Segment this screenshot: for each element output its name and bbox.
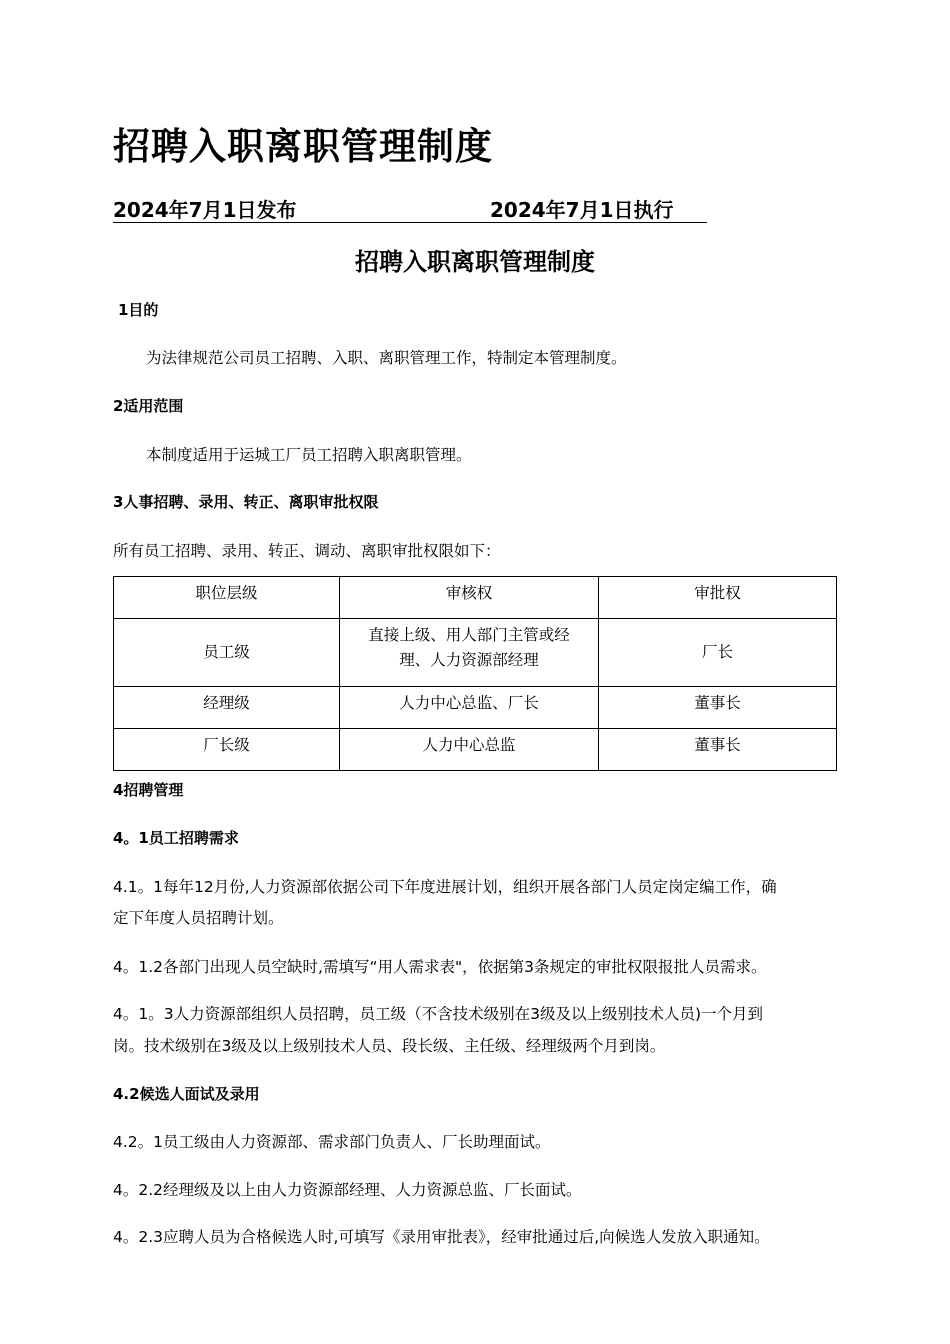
publish-date: 2024年7月1日发布 (113, 198, 297, 222)
section-4-heading: 4招聘管理 (113, 781, 184, 799)
table-row (114, 619, 837, 687)
table-cell: 董事长 (599, 729, 837, 771)
table-header-cell: 审批权 (599, 577, 837, 619)
table-row (114, 687, 837, 729)
date-line (113, 194, 707, 223)
paragraph-4-1-2: 4。1.2各部门出现人员空缺时,需填写“用人需求表"，依据第3条规定的审批权限报批人员需求。 (113, 958, 767, 976)
section-3-heading: 3人事招聘、录用、转正、离职审批权限 (113, 493, 379, 511)
table-cell: 人力中心总监、厂长 (340, 687, 599, 729)
paragraph-4-1-1-line1: 4.1。1每年12月份,人力资源部依据公司下年度进展计划，组织开展各部门人员定岗定编工作，确 (113, 878, 777, 896)
cell-line: 直接上级、用人部门主管或经 (368, 626, 570, 644)
table-cell: 董事长 (599, 687, 837, 729)
document-subtitle: 招聘入职离职管理制度 (355, 248, 595, 276)
paragraph-4-2-1: 4.2。1员工级由人力资源部、需求部门负责人、厂长助理面试。 (113, 1133, 551, 1151)
section-1-heading: 1目的 (118, 301, 159, 319)
table-row (114, 729, 837, 771)
section-2-heading: 2适用范围 (113, 397, 184, 415)
table-cell: 厂长 (599, 619, 837, 687)
table-header-row (114, 577, 837, 619)
paragraph-4-2-3: 4。2.3应聘人员为合格候选人时,可填写《录用审批表》，经审批通过后,向候选人发放入职通知。 (113, 1228, 770, 1246)
table-header-cell: 职位层级 (114, 577, 340, 619)
paragraph-4-1-3-line2: 岗。技术级别在3级及以上级别技术人员、段长级、主任级、经理级两个月到岗。 (113, 1037, 666, 1055)
table-cell: 人力中心总监 (340, 729, 599, 771)
document-title: 招聘入职离职管理制度 (113, 125, 493, 168)
section-3-intro: 所有员工招聘、录用、转正、调动、离职审批权限如下： (113, 542, 501, 560)
table-cell (340, 619, 599, 687)
table-cell: 厂长级 (114, 729, 340, 771)
paragraph-4-1-1-line2: 定下年度人员招聘计划。 (113, 909, 284, 927)
paragraph-4-2-2: 4。2.2经理级及以上由人力资源部经理、人力资源总监、厂长面试。 (113, 1181, 582, 1199)
section-2-text: 本制度适用于运城工厂员工招聘入职离职管理。 (146, 446, 472, 464)
approval-table (113, 576, 837, 771)
table-cell: 员工级 (114, 619, 340, 687)
section-1-text: 为法律规范公司员工招聘、入职、离职管理工作，特制定本管理制度。 (146, 349, 627, 367)
section-4-2-heading: 4.2候选人面试及录用 (113, 1085, 260, 1103)
section-4-1-heading: 4。1员工招聘需求 (113, 829, 239, 847)
table-header-cell: 审核权 (340, 577, 599, 619)
cell-line: 理、人力资源部经理 (399, 651, 539, 669)
paragraph-4-1-3-line1: 4。1。3人力资源部组织人员招聘，员工级（不含技术级别在3级及以上级别技术人员)一个月到 (113, 1005, 763, 1023)
table-cell: 经理级 (114, 687, 340, 729)
effective-date: 2024年7月1日执行 (490, 198, 674, 222)
